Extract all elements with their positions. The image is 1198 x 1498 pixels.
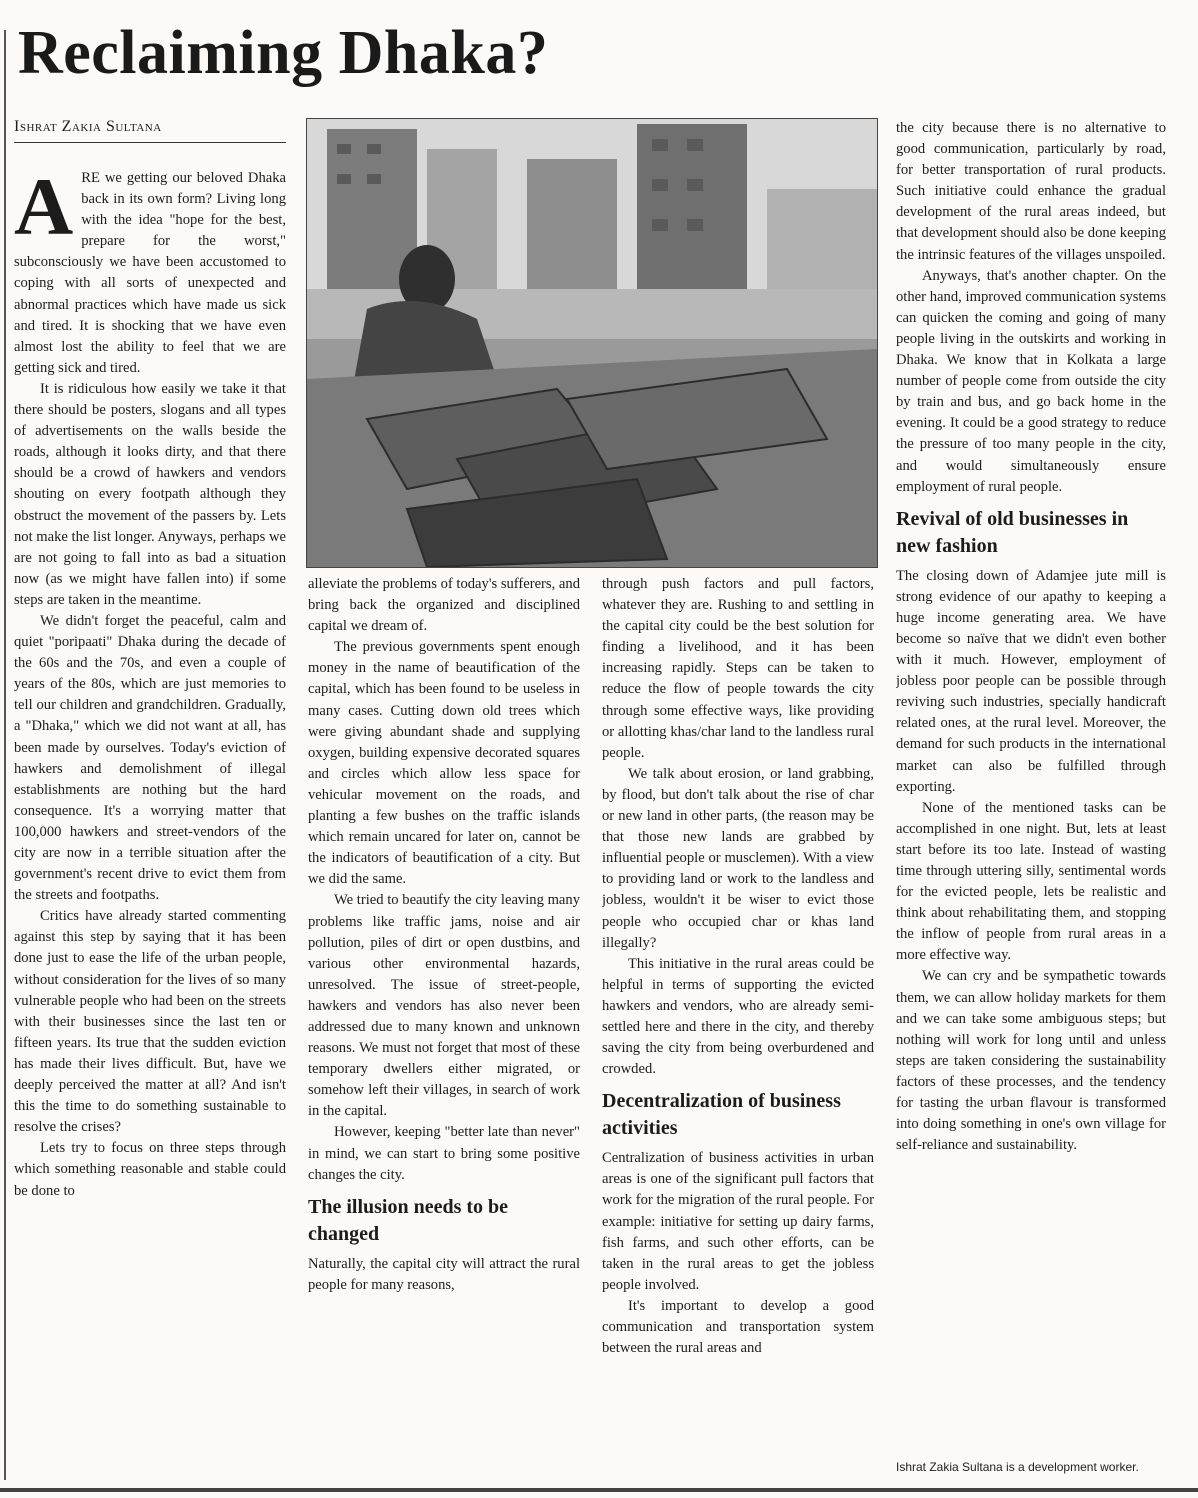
article-column-4 [896,118,1166,1448]
subheading-decentralization: Decentralization of business activities [602,1090,841,1140]
headline: Reclaiming Dhaka? [18,19,549,87]
article-column-3 [602,574,874,1488]
subheading-illusion: The illusion needs to be changed [308,1195,509,1245]
left-margin-rule [4,30,6,1480]
drop-cap: A [14,168,74,252]
photo-illustration [307,119,877,567]
paragraph: The previous governments spent enough money in the name of beautification of the capital, which has been found to be useless in many cases. Cutting down old trees which were giving abundant shade and supplying oxygen, building expensive decorated squares and circles which allow less space for vehicular movement on the roads, and planting a few bushes on the traffic islands which remain uncared for later on, cannot be the indicators of beautification of a city. But we did the same. [308,639,580,888]
paragraph: Naturally, the capital city will attract the rural people for many reasons, [308,1255,580,1293]
paragraph: We tried to beautify the city leaving many problems like traffic jams, noise and air pollution, piles of dirt or open dustbins, and various other environmental hazards, unresolved. The issue of street-people, hawkers and vendors has also never been addressed due to many known and unknown reasons. We must not forget that most of these temporary dwellers either migrated, or somehow left their villages, in search of work in the capital. [308,892,580,1120]
author-credit: Ishrat Zakia Sultana is a development worker. [896,1460,1139,1474]
paragraph: It's important to develop a good communication and transportation system between the rural areas and [602,1297,874,1357]
article-column-1 [14,168,286,1488]
paragraph: alleviate the problems of today's sufferers, and bring back the organized and disciplined capital we dream of. [308,576,580,635]
paragraph: We didn't forget the peaceful, calm and quiet "poripaati" Dhaka during the decade of the 60s and the 70s, and even a couple of years of the 80s, which are just memories to tell our children and grandchildren. Gradually, a "Dhaka," which we did not want at all, has been made by ourselves. Today's eviction of hawkers and demolishment of illegal establishments are nothing but the hard consequence. It's a worrying matter that 100,000 hawkers and street-vendors of the city are now in a terrible situation after the government's recent drive to evict them from the streets and footpaths. [14,612,286,904]
paragraph: the city because there is no alternative to good communication, particularly by road, for better transportation of rural products. Such initiative could enhance the gradual development of the rural areas indeed, but that development should also be done keeping the intrinsic features of the villages unspoiled. [896,120,1166,263]
bottom-rule [0,1488,1198,1492]
paragraph: Centralization of business activities in urban areas is one of the significant pull factors that work for the migration of the rural people. For example: initiative for setting up dairy farms, fish farms, and such other efforts, can be taken in the rural areas to get the jobless people involved. [602,1150,874,1293]
paragraph: through push factors and pull factors, whatever they are. Rushing to and settling in the capital city could be the best solution for finding a livelihood, and it has been increasing rapidly. Steps can be taken to reduce the flow of people towards the city through some effective ways, like providing or allotting khas/char land to the landless rural people. [602,576,874,761]
paragraph: This initiative in the rural areas could be helpful in terms of supporting the evicted hawkers and vendors, who are already semi-settled here and there in the city, and thereby saving the city from being overburdened and crowded. [602,955,874,1078]
paragraph: Critics have already started commenting against this step by saying that it has been done just to ease the life of the urban people, without consideration for the lives of so many vulnerable people who had been on the streets with their businesses since the last ten or fifteen years. Its true that the sudden eviction has made their lives difficult. But, have we deeply perceived the matter at all? And isn't this the time to do something sustainable to resolve the crises? [14,908,286,1136]
paragraph: It is ridiculous how easily we take it that there should be posters, slogans and all types of advertisements on the walls beside the roads, although it looks dirty, and that there should be a crowd of hawkers and vendors shouting on every footpath although they obstruct the movement of the passers by. Lets not make the list longer. Anyways, perhaps we are not going to fall into as bad a situation now (as we might have fallen into) if some steps are taken in the meantime. [14,380,286,608]
paragraph: Lets try to focus on three steps through which something reasonable and stable could be done to [14,1140,286,1199]
opening-paragraph-text: RE we getting our beloved Dhaka back in its own form? Living long with the idea "hope for the best, prepare for the worst," subconsciously we have been accustomed to coping with all sorts of unexpected and abnormal practices which have made us sick and tired. It is shocking that we have even almost lost the ability to feel that we are getting sick and tired. [14,170,286,376]
paragraph: We talk about erosion, or land grabbing, by flood, but don't talk about the rise of char or new land in other parts, (the reason may be that those new lands are grabbed by influential people or musclemen). With a view to providing land or work to the landless and jobless, wouldn't it be wiser to evict those people who occupied char or khas land illegally? [602,765,874,951]
subheading-revival: Revival of old businesses in new fashion [896,507,1129,557]
paragraph: However, keeping "better late than never" in mind, we can start to bring some positive changes the city. [308,1124,580,1183]
street-vendor-photo [306,118,878,568]
article-column-2 [308,574,580,1488]
paragraph: We can cry and be sympathetic towards them, we can allow holiday markets for them and we can take some ambiguous steps; but nothing will work for long until and unless steps are taken considering the sustainability factors of these processes, and the tendency for tasting the urban flavour is transformed into doing something in one's own village for self-reliance and sustainability. [896,968,1166,1154]
byline: Ishrat Zakia Sultana [14,118,286,143]
opening-paragraph [14,168,286,379]
paragraph: None of the mentioned tasks can be accomplished in one night. But, lets at least start before its too late. Instead of wasting time through uttering silly, sentimental words for the evicted people, lets be realistic and think about rehabilitating them, and stopping the inflow of people from rural areas in a more effective way. [896,799,1166,964]
paragraph: The closing down of Adamjee jute mill is strong evidence of our apathy to keeping a huge income generating area. We have become so naïve that we didn't even bother with it much. However, employment of jobless poor people can be possible through reviving such industries, specially handicraft related ones, at the rural level. Moreover, the demand for such products in the international market can also be fulfilled through exporting. [896,567,1166,795]
paragraph: Anyways, that's another chapter. On the other hand, improved communication systems can quicken the coming and going of many people living in the outskirts and working in Dhaka. We know that in Kolkata a large number of people come from outside the city by train and bus, and go back home in the evening. It could be a good strategy to reduce the pressure of too many people in the city, and would simultaneously ensure employment of rural people. [896,267,1166,495]
